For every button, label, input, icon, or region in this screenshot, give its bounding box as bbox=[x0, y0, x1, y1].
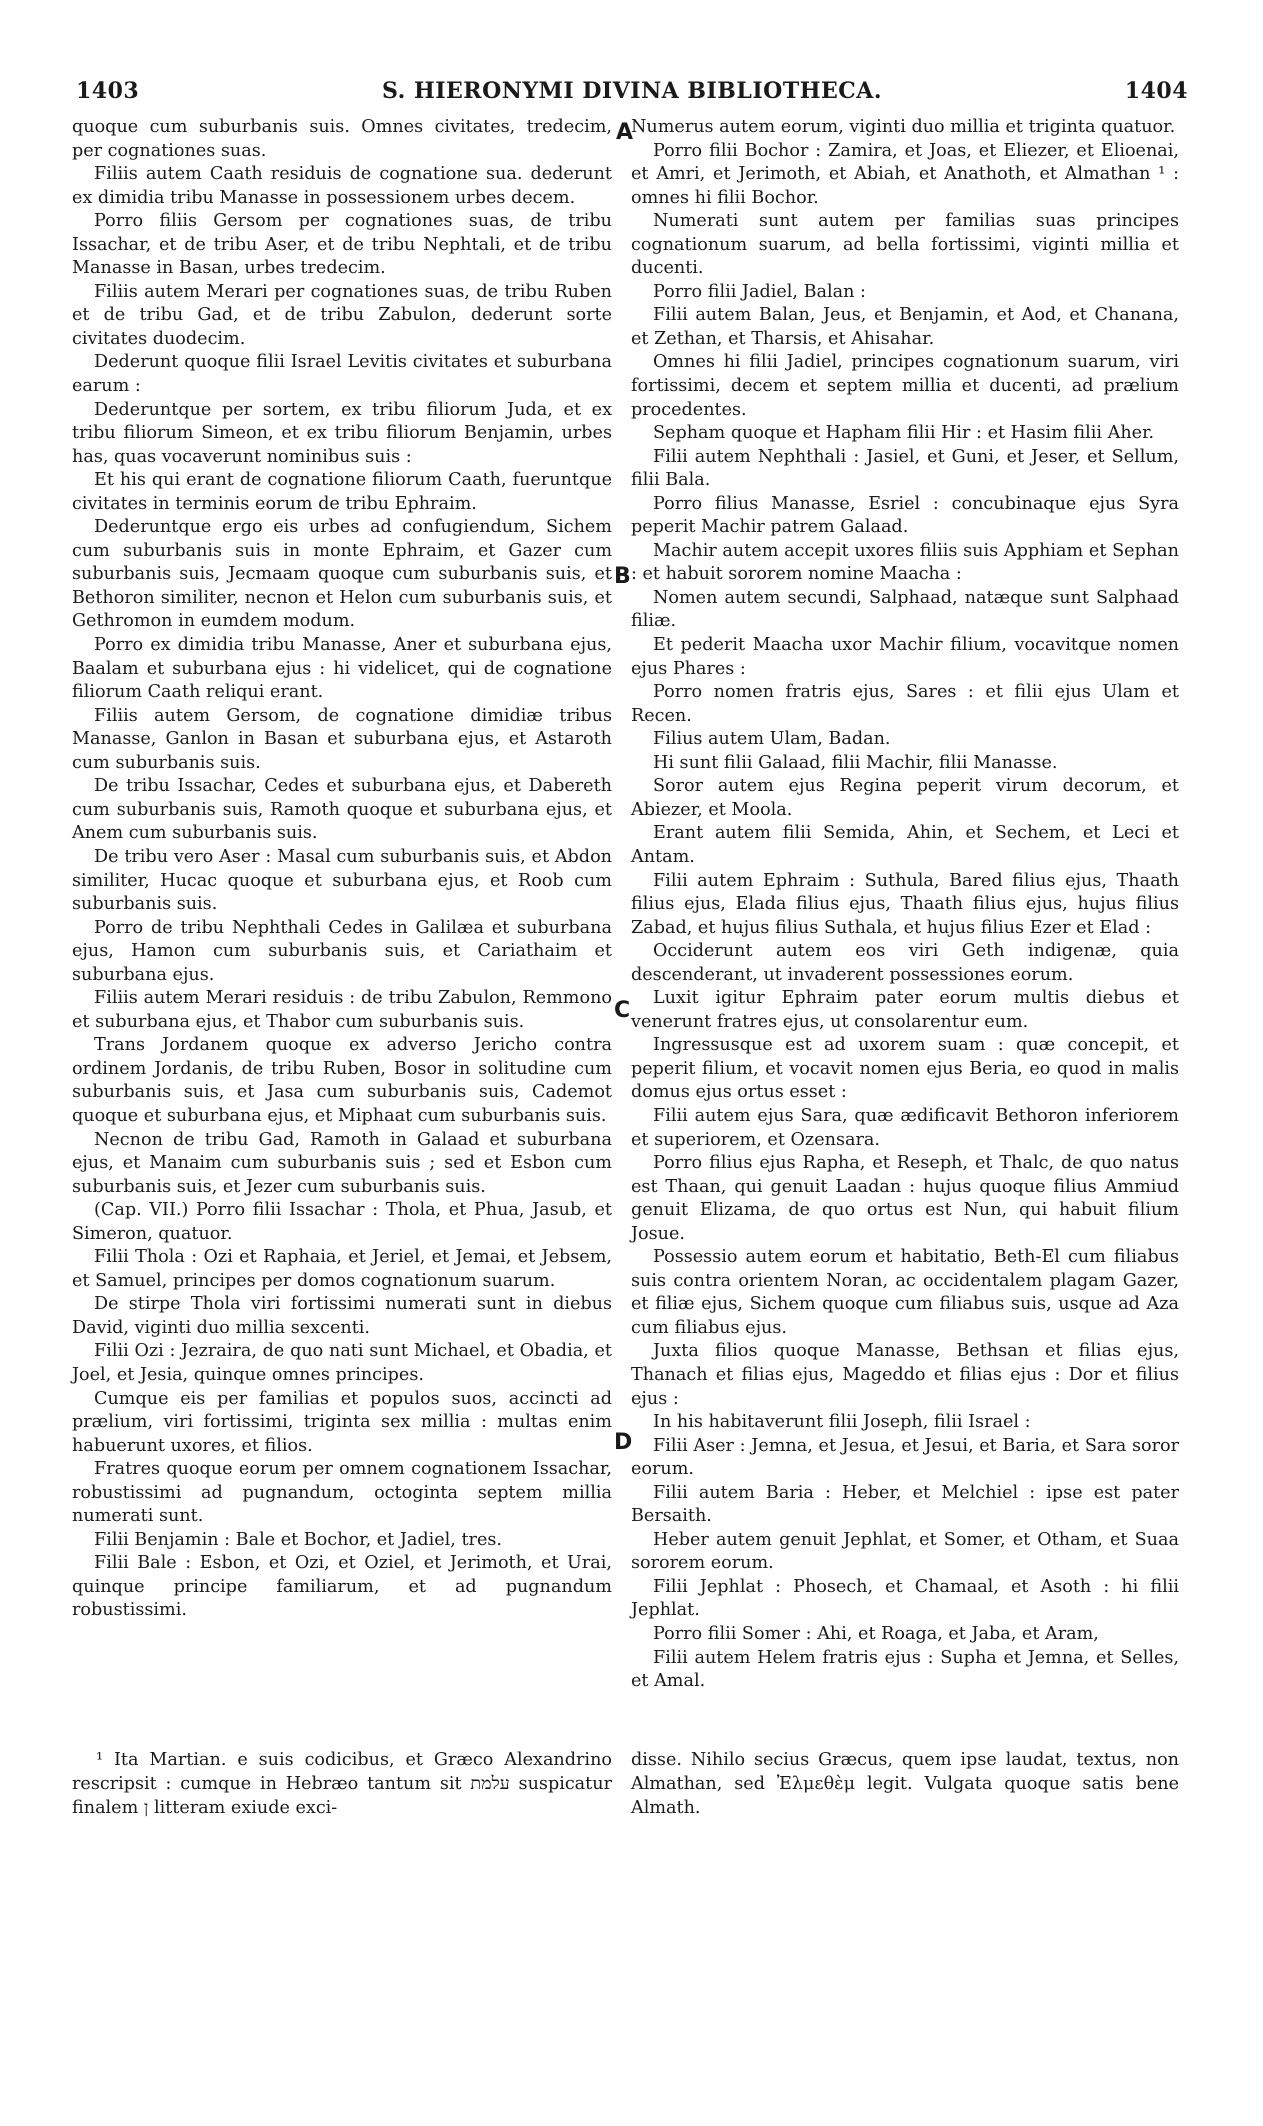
left-column bbox=[72, 116, 612, 1623]
section-marker-b: B bbox=[614, 564, 631, 589]
paragraph: Filiis autem Gersom, de cognatione dimidiæ tribus Manasse, Ganlon in Basan et suburbana ejus, et Astaroth cum suburbanis suis. bbox=[72, 705, 612, 773]
paragraph: Luxit igitur Ephraim pater eorum multis diebus et venerunt fratres ejus, ut consolarentur eum. bbox=[631, 988, 1179, 1032]
paragraph: De stirpe Thola viri fortissimi numerati sunt in diebus David, viginti duo millia sexcenti. bbox=[72, 1294, 612, 1338]
paragraph: Filiis autem Merari residuis : de tribu Zabulon, Remmono et suburbana ejus, et Thabor cum suburbanis suis. bbox=[72, 988, 612, 1032]
page-header bbox=[76, 78, 1188, 108]
paragraph: Machir autem accepit uxores filiis suis Apphiam et Sephan : et habuit sororem nomine Maacha : bbox=[631, 540, 1179, 585]
footnote-text-left: ¹ Ita Martian. e suis codicibus, et Græco Alexandrino rescripsit : cumque in Hebræo tantum sit עלמת suspicatur finalem ן litteram exiude exci- bbox=[72, 1750, 612, 1818]
paragraph: Filii autem Balan, Jeus, et Benjamin, et Aod, et Chanana, et Zethan, et Tharsis, et Ahisahar. bbox=[631, 305, 1179, 349]
column-number-right: 1404 bbox=[1124, 78, 1188, 104]
paragraph: Erant autem filii Semida, Ahin, et Sechem, et Leci et Antam. bbox=[631, 823, 1179, 867]
paragraph: Porro filiis Gersom per cognationes suas, de tribu Issachar, et de tribu Aser, et de tribu Nephtali, et de tribu Manasse in Basan, urbes tredecim. bbox=[72, 211, 612, 279]
paragraph: Filii Thola : Ozi et Raphaia, et Jeriel, et Jemai, et Jebsem, et Samuel, principes per domos cognationum suarum. bbox=[72, 1247, 612, 1291]
paragraph: Porro de tribu Nephthali Cedes in Galilæa et suburbana ejus, Hamon cum suburbanis suis, et Cariathaim et suburbana ejus. bbox=[72, 917, 612, 985]
paragraph: Ingressusque est ad uxorem suam : quæ concepit, et peperit filium, et vocavit nomen ejus Beria, eo quod in malis domus ejus ortus esset : bbox=[631, 1035, 1179, 1103]
paragraph: Filii Benjamin : Bale et Bochor, et Jadiel, tres. bbox=[94, 1529, 503, 1550]
paragraph: Sepham quoque et Hapham filii Hir : et Hasim filii Aher. bbox=[653, 423, 1155, 444]
paragraph: Numerati sunt autem per familias suas principes cognationum suarum, ad bella fortissimi, viginti millia et ducenti. bbox=[631, 211, 1179, 279]
paragraph: Filius autem Ulam, Badan. bbox=[653, 729, 891, 750]
footnote-right bbox=[631, 1748, 1179, 1820]
paragraph: Necnon de tribu Gad, Ramoth in Galaad et suburbana ejus, et Manaim cum suburbanis suis ; sed et Esbon cum suburbanis suis, et Jezer cum suburbanis suis. bbox=[72, 1129, 612, 1197]
paragraph: Filiis autem Merari per cognationes suas, de tribu Ruben et de tribu Gad, et de tribu Zabulon, dederunt sorte civitates duodecim. bbox=[72, 281, 612, 349]
section-marker-d: D bbox=[614, 1430, 633, 1455]
section-marker-c: C bbox=[614, 998, 631, 1023]
column-number-left: 1403 bbox=[76, 78, 140, 104]
paragraph: Dederuntque ergo eis urbes ad confugiendum, Sichem cum suburbanis suis in monte Ephraim, et Gazer cum suburbanis suis, Jecmaam quoque cum suburbanis suis, et Bethoron similiter, necnon et Helon cum suburbanis suis, et Gethromon in eumdem modum. bbox=[72, 517, 612, 632]
paragraph: Filii Bale : Esbon, et Ozi, et Oziel, et Jerimoth, et Urai, quinque principe familiarum, et ad pugnandum robustissimi. bbox=[72, 1553, 612, 1621]
paragraph: Omnes hi filii Jadiel, principes cognationum suarum, viri fortissimi, decem et septem millia et ducenti, ad prælium procedentes. bbox=[631, 352, 1179, 420]
running-title: S. HIERONYMI DIVINA BIBLIOTHECA. bbox=[382, 78, 882, 104]
paragraph: Porro filii Jadiel, Balan : bbox=[653, 281, 866, 302]
paragraph: De tribu Issachar, Cedes et suburbana ejus, et Dabereth cum suburbanis suis, Ramoth quoque et suburbana ejus, et Anem cum suburbanis suis. bbox=[72, 776, 612, 844]
paragraph: (Cap. VII.) Porro filii Issachar : Thola, et Phua, Jasub, et Simeron, quatuor. bbox=[72, 1200, 612, 1244]
paragraph: Filii Jephlat : Phosech, et Chamaal, et Asoth : hi filii Jephlat. bbox=[631, 1576, 1179, 1621]
paragraph: Cumque eis per familias et populos suos, accincti ad prælium, viri fortissimi, triginta sex millia : multas enim habuerunt uxores, et filios. bbox=[72, 1388, 612, 1456]
footnote-text-right: disse. Nihilo secius Græcus, quem ipse laudat, textus, non Almathan, sed Ἐλμεθὲμ legit. Vulgata quoque satis bene Almath. bbox=[631, 1750, 1179, 1818]
paragraph: Heber autem genuit Jephlat, et Somer, et Otham, et Suaa sororem eorum. bbox=[631, 1529, 1179, 1574]
paragraph: Nomen autem secundi, Salphaad, natæque sunt Salphaad filiæ. bbox=[631, 587, 1179, 632]
paragraph: Porro filii Somer : Ahi, et Roaga, et Jaba, et Aram, bbox=[653, 1624, 1099, 1644]
paragraph: Dederunt quoque filii Israel Levitis civitates et suburbana earum : bbox=[72, 352, 612, 397]
paragraph: Possessio autem eorum et habitatio, Beth-El cum filiabus suis contra orientem Noran, ac occidentalem plagam Gazer, et filiæ ejus, Sichem quoque cum filiabus suis, usque ad Aza cum filiabus ejus. bbox=[631, 1247, 1179, 1338]
paragraph: De tribu vero Aser : Masal cum suburbanis suis, et Abdon similiter, Hucac quoque et suburbana ejus, et Roob cum suburbanis suis. bbox=[72, 846, 612, 915]
paragraph: Occiderunt autem eos viri Geth indigenæ, quia descenderant, ut invaderent possessiones eorum. bbox=[631, 941, 1179, 985]
paragraph: Filii Aser : Jemna, et Jesua, et Jesui, et Baria, et Sara soror eorum. bbox=[631, 1435, 1179, 1480]
paragraph: Porro nomen fratris ejus, Sares : et filii ejus Ulam et Recen. bbox=[631, 682, 1179, 726]
section-marker-a: A bbox=[616, 120, 634, 145]
footnote-left bbox=[72, 1748, 612, 1820]
paragraph: Filiis autem Caath residuis de cognatione sua. dederunt ex dimidia tribu Manasse in possessionem urbes decem. bbox=[72, 164, 612, 208]
paragraph: Juxta filios quoque Manasse, Bethsan et filias ejus, Thanach et filias ejus, Mageddo et filias ejus : Dor et filius ejus : bbox=[631, 1341, 1179, 1409]
paragraph: Dederuntque per sortem, ex tribu filiorum Juda, et ex tribu filiorum Simeon, et ex tribu filiorum Benjamin, urbes has, quas vocaverunt nominibus suis : bbox=[72, 399, 612, 467]
paragraph: Filii autem Helem fratris ejus : Supha et Jemna, et Selles, et Amal. bbox=[631, 1647, 1179, 1692]
paragraph: Filii autem Baria : Heber, et Melchiel : ipse est pater Bersaith. bbox=[631, 1482, 1179, 1527]
paragraph: Trans Jordanem quoque ex adverso Jericho contra ordinem Jordanis, de tribu Ruben, Bosor in solitudine cum suburbanis suis, et Jasa cum suburbanis suis, Cademot quoque et suburbana ejus, et Miphaat cum suburbanis suis. bbox=[72, 1035, 612, 1126]
paragraph: quoque cum suburbanis suis. Omnes civitates, tredecim, per cognationes suas. bbox=[72, 117, 612, 161]
paragraph: Filii Ozi : Jezraira, de quo nati sunt Michael, et Obadia, et Joel, et Jesia, quinque omnes principes. bbox=[72, 1341, 612, 1385]
paragraph: Soror autem ejus Regina peperit virum decorum, et Abiezer, et Moola. bbox=[631, 776, 1179, 820]
right-column bbox=[631, 116, 1179, 1694]
paragraph: Filii autem ejus Sara, quæ ædificavit Bethoron inferiorem et superiorem, et Ozensara. bbox=[631, 1105, 1179, 1150]
paragraph: Filii autem Ephraim : Suthula, Bared filius ejus, Thaath filius ejus, Elada filius ejus, Thaath filius ejus, hujus filius Zabad, et hujus filius Suthala, et hujus filius Ezer et Elad : bbox=[631, 870, 1179, 938]
paragraph: Porro filii Bochor : Zamira, et Joas, et Eliezer, et Elioenai, et Amri, et Jerimoth, et Abiah, et Anathoth, et Almathan ¹ : omnes hi filii Bochor. bbox=[631, 140, 1179, 208]
paragraph: Hi sunt filii Galaad, filii Machir, filii Manasse. bbox=[653, 752, 1058, 773]
paragraph: Fratres quoque eorum per omnem cognationem Issachar, robustissimi ad pugnandum, octoginta septem millia numerati sunt. bbox=[72, 1459, 612, 1527]
paragraph: Porro filius Manasse, Esriel : concubinaque ejus Syra peperit Machir patrem Galaad. bbox=[631, 493, 1179, 538]
paragraph: Et pederit Maacha uxor Machir filium, vocavitque nomen ejus Phares : bbox=[631, 635, 1179, 679]
paragraph: Filii autem Nephthali : Jasiel, et Guni, et Jeser, et Sellum, filii Bala. bbox=[631, 446, 1179, 491]
paragraph: In his habitaverunt filii Joseph, filii Israel : bbox=[653, 1412, 1031, 1433]
paragraph: Porro ex dimidia tribu Manasse, Aner et suburbana ejus, Baalam et suburbana ejus : hi videlicet, qui de cognatione filiorum Caath reliqui erant. bbox=[72, 635, 612, 703]
paragraph: Numerus autem eorum, viginti duo millia et triginta quatuor. bbox=[631, 117, 1176, 137]
paragraph: Et his qui erant de cognatione filiorum Caath, fueruntque civitates in terminis eorum de tribu Ephraim. bbox=[72, 470, 612, 514]
paragraph: Porro filius ejus Rapha, et Reseph, et Thalc, de quo natus est Thaan, qui genuit Laadan : hujus quoque filius Ammiud genuit Elizama, de quo ortus est Nun, qui habuit filium Josue. bbox=[631, 1153, 1179, 1244]
